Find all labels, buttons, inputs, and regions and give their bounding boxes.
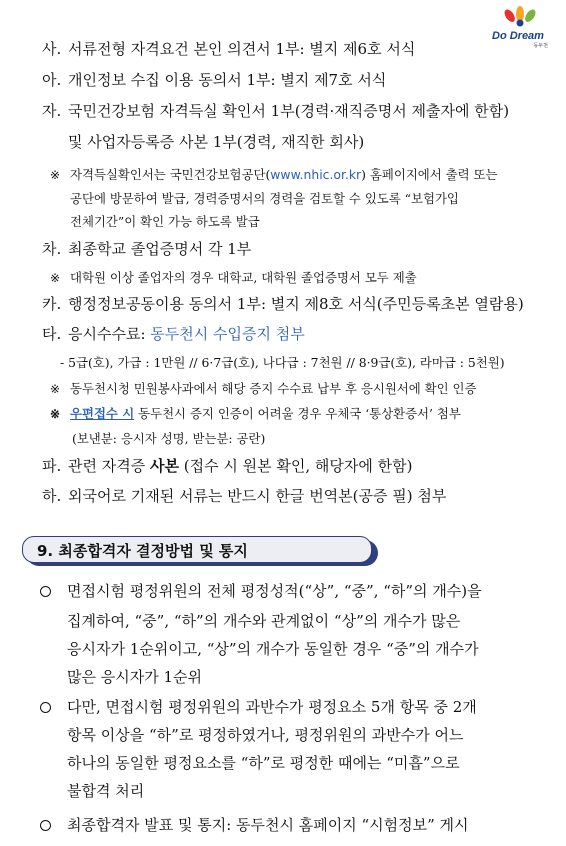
item-text: 국민건강보험 자격득실 확인서 1부(경력·재직증명서 제출자에 한함) [68, 102, 510, 120]
item-marker: 차. [42, 240, 62, 258]
item-marker: 파. [42, 457, 62, 475]
nhic-url-link[interactable]: www.nhic.or.kr [270, 167, 362, 182]
bullet-1-line-3: 응시자가 1순위이고, “상”의 개수가 동일한 경우 “중”의 개수가 [67, 640, 479, 658]
note-marker: ※ [50, 271, 61, 285]
note-text: (보낸분: 응시자 성명, 받는분: 공란) [72, 431, 266, 446]
bullet-2-line-1: 다만, 면접시험 평정위원의 과반수가 평정요소 5개 항목 중 2개 [67, 698, 477, 716]
fee-schedule [60, 353, 566, 371]
note-mail-line2 [72, 429, 566, 447]
item-cha [42, 238, 566, 259]
item-marker: 자. [42, 102, 62, 120]
item-text: 관련 자격증 [68, 457, 146, 475]
item-marker: 카. [42, 295, 62, 313]
bullet-1-line-2: 집계하여, “중”, “하”의 개수와 관계없이 “상”의 개수가 많은 [67, 612, 461, 630]
item-marker: 사. [42, 40, 62, 58]
note-text: 동두천시청 민원봉사과에서 해당 증지 수수료 납부 후 응시원서에 확인 인증 [70, 381, 477, 396]
item-sa [42, 38, 566, 59]
bullet-1-line-1: 면접시험 평정위원의 전체 평정성적(“상”, “중”, “하”의 개수)을 [67, 582, 482, 600]
bullet-2-line-4: 불합격 처리 [67, 782, 145, 800]
note-marker: ※ [50, 407, 61, 421]
note-text: 전체기간”이 확인 가능 하도록 발급 [70, 214, 260, 229]
item-ka [42, 293, 566, 314]
item-marker: 타. [42, 325, 62, 343]
note-qualification [50, 165, 566, 183]
note-graduate [50, 268, 566, 286]
item-text: 및 사업자등록증 사본 1부(경력, 재직한 회사) [68, 133, 365, 151]
item-marker: 하. [42, 487, 62, 505]
note-text: 공단에 방문하여 발급, 경력증명서의 경력을 검토할 수 있도록 “보험가입 [70, 191, 459, 206]
item-text: 외국어로 기재된 서류는 반드시 한글 번역본(공증 필) 첨부 [68, 487, 447, 505]
item-text: 서류전형 자격요건 본인 의견서 1부: 별지 제6호 서식 [68, 40, 416, 58]
item-ha [42, 485, 566, 506]
item-text: 개인정보 수집 이용 동의서 1부: 별지 제7호 서식 [68, 71, 387, 89]
copy-bold: 사본 [150, 457, 179, 475]
note-qualification-line2 [70, 189, 566, 207]
note-text: 대학원 이상 졸업자의 경우 대학교, 대학원 졸업증명서 모두 제출 [70, 270, 417, 285]
item-text-cont: (접수 시 원본 확인, 해당자에 한함) [183, 457, 413, 475]
section-heading [22, 536, 378, 566]
logo-flower-icon [490, 5, 552, 33]
item-label: 응시수수료: [68, 325, 146, 343]
item-ta [42, 323, 566, 344]
fee-stamp-highlight: 동두천시 수입증지 첨부 [150, 325, 305, 343]
section-title: 9. 최종합격자 결정방법 및 통지 [37, 542, 248, 560]
bullet-1-line-4: 많은 응시자가 1순위 [67, 668, 203, 686]
bullet-circle-icon [40, 702, 51, 713]
item-ja-cont [68, 131, 566, 152]
bullet-2-line-2: 항목 이상을 “하”로 평정하였거나, 평정위원의 과반수가 어느 [67, 726, 464, 744]
fee-text: - 5급(호), 가급 : 1만원 // 6·7급(호), 나다급 : 7천원 // 8·9급(호), 라마급 : 5천원) [60, 355, 505, 370]
item-ja [42, 100, 566, 121]
item-a [42, 69, 566, 90]
logo-subtext: 동두천 [533, 43, 548, 49]
item-text: 행정정보공동이용 동의서 1부: 별지 제8호 서식(주민등록초본 열람용) [68, 295, 524, 313]
bullet-2-line-3: 하나의 동일한 평정요소를 “하”로 평정한 때에는 “미흡”으로 [67, 754, 460, 772]
bullet-circle-icon [40, 820, 51, 831]
item-text: 최종학교 졸업증명서 각 1부 [68, 240, 252, 258]
bullet-circle-icon [40, 586, 51, 597]
note-mail-submission [50, 404, 566, 422]
note-text-cont: ) 홈페이지에서 출력 또는 [361, 167, 498, 182]
note-stamp-verify [50, 379, 566, 397]
note-qualification-line3 [70, 212, 566, 230]
mail-submission-highlight: 우편접수 시 [70, 406, 135, 421]
note-text: 자격득실확인서는 국민건강보험공단( [70, 167, 271, 182]
note-marker: ※ [50, 168, 61, 182]
logo-text: Do Dream [492, 30, 544, 42]
item-marker: 아. [42, 71, 62, 89]
bullet-3-line-1: 최종합격자 발표 및 통지: 동두천시 홈페이지 “시험정보” 게시 [67, 816, 469, 834]
note-text: 동두천시 증지 인증이 어려울 경우 우체국 ‘통상환증서’ 첨부 [138, 406, 461, 421]
note-marker: ※ [50, 382, 61, 396]
item-pa [42, 455, 566, 476]
banner-box [22, 536, 372, 563]
